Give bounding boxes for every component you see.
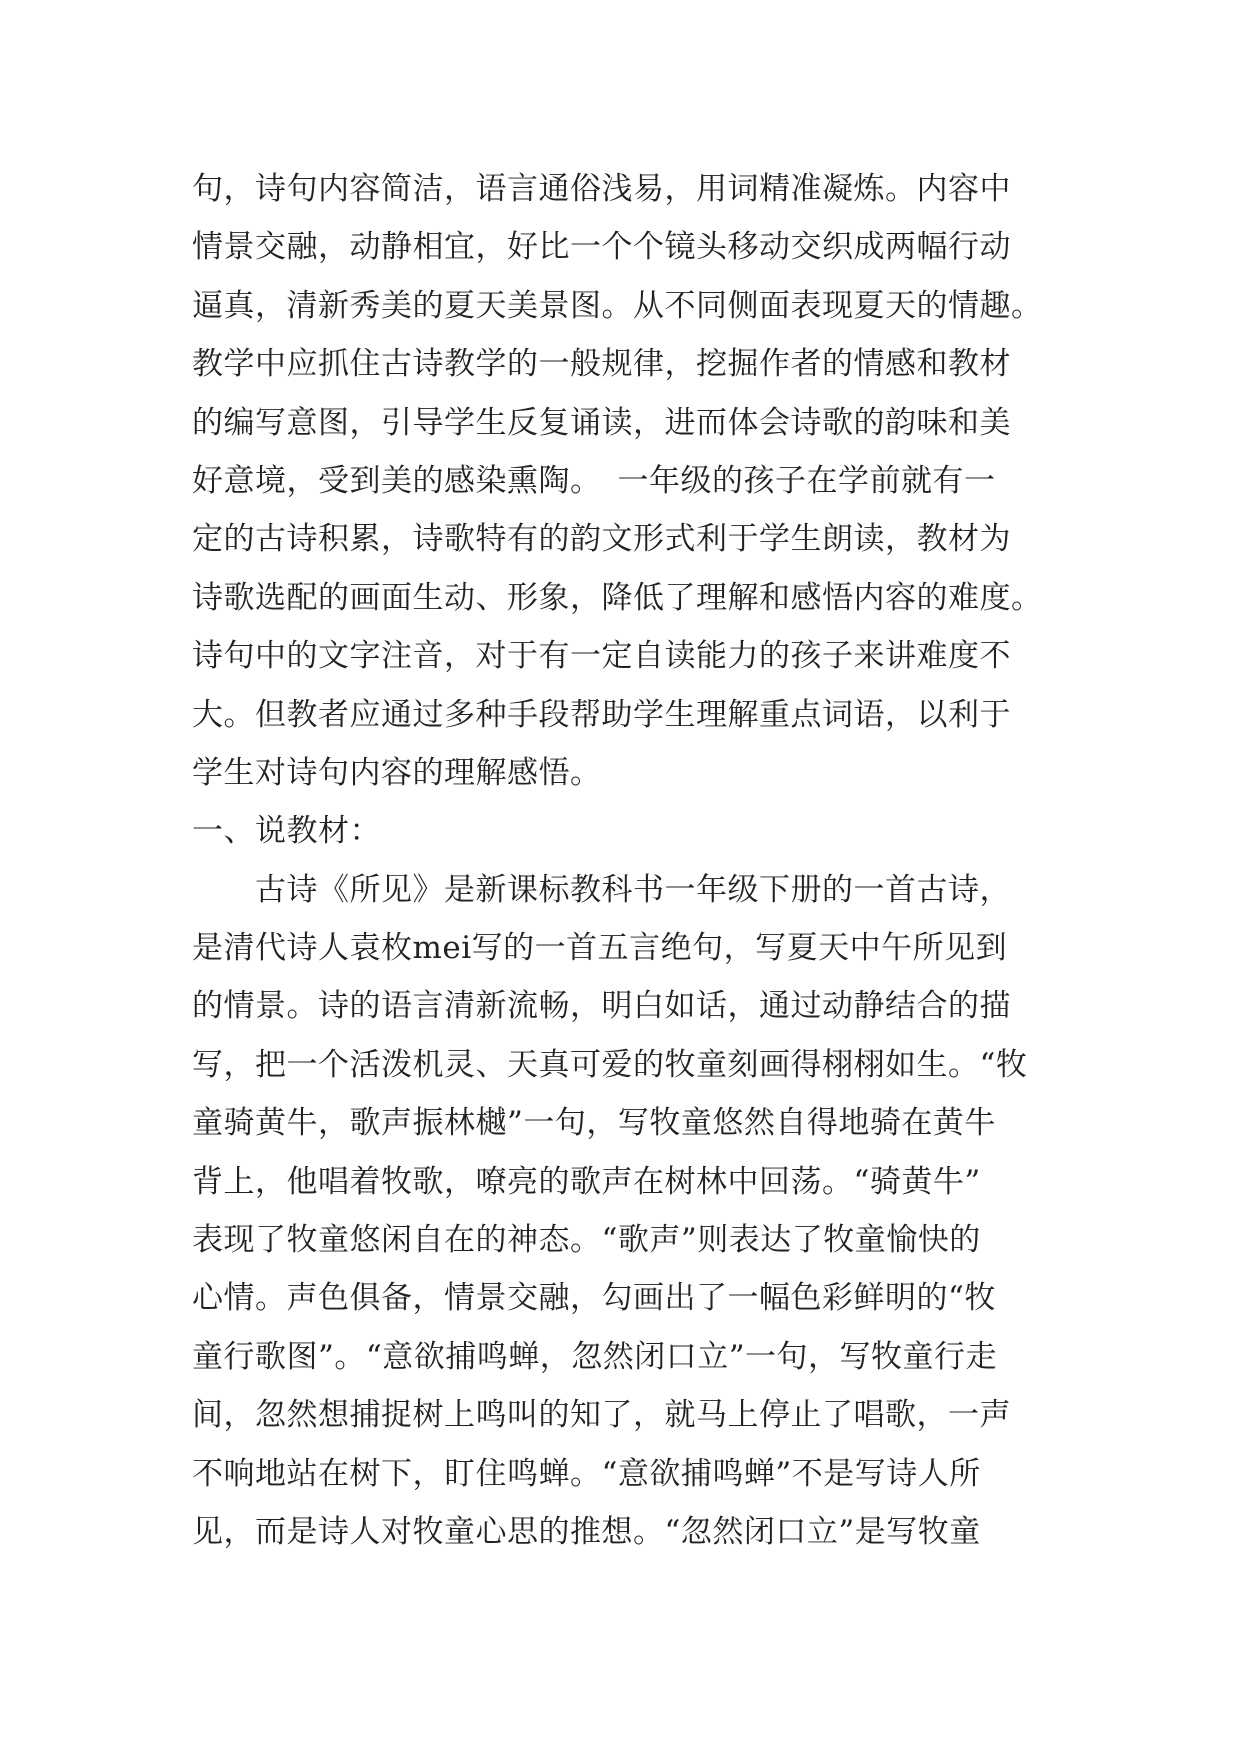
text-line: 情景交融，动静相宜，好比一个个镜头移动交织成两幅行动 bbox=[192, 229, 1011, 266]
text-line: 的编写意图，引导学生反复诵读，进而体会诗歌的韵味和美 bbox=[192, 404, 1011, 441]
text-line: 见，而是诗人对牧童心思的推想。“忽然闭口立”是写牧童 bbox=[192, 1513, 981, 1550]
text-line: 心情。声色俱备，情景交融，勾画出了一幅色彩鲜明的“牧 bbox=[192, 1280, 996, 1317]
text-line: 好意境，受到美的感染熏陶。 一年级的孩子在学前就有一 bbox=[192, 462, 996, 499]
text-line: 的情景。诗的语言清新流畅，明白如话，通过动静结合的描 bbox=[192, 988, 1011, 1025]
text-line: 逼真，清新秀美的夏天美景图。从不同侧面表现夏天的情趣。 bbox=[192, 287, 1043, 324]
paragraph-first-line: 古诗《所见》是新课标教科书一年级下册的一首古诗， bbox=[192, 871, 1011, 908]
text-line: 诗句中的文字注音，对于有一定自读能力的孩子来讲难度不 bbox=[192, 638, 1011, 675]
text-line: 是清代诗人袁枚mei写的一首五言绝句，写夏天中午所见到 bbox=[192, 930, 1008, 967]
text-line: 童骑黄牛，歌声振林樾”一句，写牧童悠然自得地骑在黄牛 bbox=[192, 1105, 996, 1142]
body-text bbox=[192, 160, 1062, 1561]
text-line: 学生对诗句内容的理解感悟。 bbox=[192, 754, 602, 791]
text-line: 表现了牧童悠闲自在的神态。“歌声”则表达了牧童愉快的 bbox=[192, 1222, 981, 1259]
text-line: 教学中应抓住古诗教学的一般规律，挖掘作者的情感和教材 bbox=[192, 346, 1011, 383]
text-line: 定的古诗积累，诗歌特有的韵文形式利于学生朗读，教材为 bbox=[192, 521, 1011, 558]
text-line: 大。但教者应通过多种手段帮助学生理解重点词语，以利于 bbox=[192, 696, 1011, 733]
text-line: 背上，他唱着牧歌，嘹亮的歌声在树林中回荡。“骑黄牛” bbox=[192, 1163, 981, 1200]
text-line: 不响地站在树下，盯住鸣蝉。“意欲捕鸣蝉”不是写诗人所 bbox=[192, 1455, 981, 1492]
section-heading: 一、说教材： bbox=[192, 813, 381, 850]
text-line: 间，忽然想捕捉树上鸣叫的知了，就马上停止了唱歌，一声 bbox=[192, 1397, 1011, 1434]
text-line: 写，把一个活泼机灵、天真可爱的牧童刻画得栩栩如生。“牧 bbox=[192, 1046, 1028, 1083]
text-line: 诗歌选配的画面生动、形象，降低了理解和感悟内容的难度。 bbox=[192, 579, 1043, 616]
text-line: 童行歌图”。“意欲捕鸣蝉，忽然闭口立”一句，写牧童行走 bbox=[192, 1338, 998, 1375]
text-line: 句，诗句内容简洁，语言通俗浅易，用词精准凝炼。内容中 bbox=[192, 171, 1011, 207]
